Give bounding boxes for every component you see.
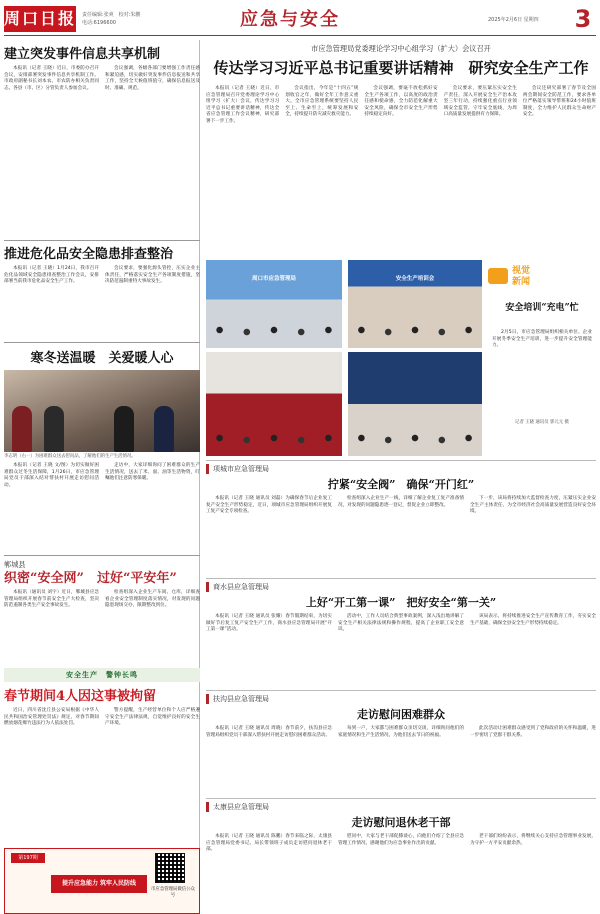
photo-control-center <box>348 352 482 456</box>
body-text: 每到一户，大家都与困难群众亲切交谈，详细询问他们的家庭情况和生产生活情况，为他们送去节日的祝福。 <box>338 726 464 738</box>
county-kicker: 郸城县 <box>4 560 26 569</box>
right-column <box>206 40 596 879</box>
phone-line: 电话:6196600 <box>82 20 116 26</box>
headline: 织密“安全网” 过好“平安年” <box>4 571 177 586</box>
issue-date: 2025年2月6日 星期四 <box>488 17 539 23</box>
headline: 春节期间4人因这事被拘留 <box>4 689 157 704</box>
body-text: 本报讯（记者 王晓 通讯员 周晓）春节前夕，扶沟县应急管理局组织党员干部深入帮扶村开展走访慰问困难群众活动。 <box>206 726 332 738</box>
article-body <box>206 726 596 792</box>
body-text: 近日，四川省沈丘县公安局根据《中华人民共和国治安管理处罚法》规定，对春节期间燃放烟花爆竹违法行为人依法处罚。 <box>4 708 99 727</box>
qr-code-icon[interactable] <box>155 853 185 883</box>
article-hazard-check <box>4 246 200 338</box>
photo-caption: 李志明（右一）为困难群众送去慰问品，了解他们的生产生活情况。 <box>4 454 136 459</box>
article-info-sharing <box>4 46 200 160</box>
issue-badge: 第197期 <box>11 853 45 863</box>
audience-figures <box>348 324 482 344</box>
video-headline: 安全培训“充电”忙 <box>505 303 579 313</box>
photo-training-room: 安全生产培训会 <box>348 260 482 348</box>
body-text: 检查组深入企业生产车间、仓库，详细查看企业安全管理制度落实情况，对发现的问题隐患现场交办，限期整改到位。 <box>105 590 200 609</box>
body-text: 本报讯（通讯员 刘宇）近日，郸城县应急管理局组织开展春节前安全生产大检查，坚决防范遏制各类生产安全事故发生。 <box>4 590 99 609</box>
headline: 上好“开工第一课” 把好安全“第一关” <box>305 596 497 609</box>
divider <box>4 240 200 241</box>
person-figure <box>154 406 174 452</box>
lead-body <box>206 86 596 256</box>
visual-news-tag: 视觉 新闻 <box>488 264 586 298</box>
body-text: 会议强调，要毫不放松抓好安全生产各项工作，以高度的政治责任感和使命感，全力防范化解重大安全风险，确保全市安全生产形势持续稳定向好。 <box>364 86 438 118</box>
body-text: 会议要求，要强化源头管控，压实企业主体责任，严格落实安全生产各项制度措施，坚决防范遏制重特大事故发生。 <box>105 266 200 285</box>
divider <box>4 342 200 343</box>
unit-label: 项城市应急管理局 <box>206 464 269 474</box>
photo-credit: 记者 王晓 通讯员 郭元元 摄 <box>515 420 569 425</box>
article-body <box>206 496 596 572</box>
headline: 走访慰问退休老干部 <box>351 816 451 829</box>
newspaper-logo: 周口日报 <box>4 6 76 32</box>
person-figure <box>44 406 64 452</box>
body-text: 本报讯（记者 王晓）1月24日，我市召开危化品领域安全隐患排查整治工作会议，安排部署当前我市危化品安全生产工作。 <box>4 266 99 285</box>
body-text: 检查组深入企业生产一线，详细了解企业复工复产准备情况，对发现的问题隐患逐一登记，督促企业立即整改。 <box>338 496 464 508</box>
body-text: 该局表示，将持续推进安全生产宣传教育工作，夯实安全生产基础，确保全县安全生产形势持续稳定。 <box>470 614 596 626</box>
body-text: 此次活动让困难群众感受到了党和政府的关怀和温暖，进一步密切了党群干群关系。 <box>470 726 596 738</box>
unit-label: 太康县应急管理局 <box>206 802 269 812</box>
headline: 走访慰问困难群众 <box>357 708 445 721</box>
photo-meeting-hall: 周口市应急管理局 <box>206 260 342 348</box>
page-number: 3 <box>574 5 592 33</box>
photo-visit <box>4 370 200 452</box>
article-body <box>206 614 596 684</box>
body-text: 走访中，大家详细询问了困难群众的生产生活情况，送去了米、面、油等生活物资，叮嘱他们注意防寒保暖。 <box>105 463 200 482</box>
lead-kicker: 市应急管理局党委理论学习中心组学习（扩大）会议召开 <box>311 44 491 53</box>
body-text: 会议指出，今年是“十四五”规划收官之年，做好全年工作意义重大。全市应急管理系统要坚持人民至上、生命至上，统筹发展和安全，持续提升防灾减灾救灾能力。 <box>285 86 359 118</box>
body-text: 本报讯（记者 王晓 通讯员 张耀）春节假期结束，为切实做好节后复工复产安全生产工作，商水县应急管理局开展“开工第一课”活动。 <box>206 614 332 633</box>
body-text: 本报讯（记者 王晓）近日，市应急管理局召开党委理论学习中心组学习（扩大）会议，传达学习习近平总书记重要讲话精神，传达全省应急管理工作会议精神，研究部署下一步工作。 <box>206 86 280 124</box>
divider <box>206 460 596 461</box>
lead-headline: 传达学习习近平总书记重要讲话精神 研究安全生产工作 <box>213 59 589 77</box>
divider <box>4 555 200 556</box>
promo-slogan: 提升应急能力 筑牢人民防线 <box>51 875 147 893</box>
photo-auditorium <box>206 352 342 456</box>
article-body <box>206 834 596 878</box>
section-title: 应急与安全 <box>240 9 340 30</box>
person-figure <box>114 406 134 452</box>
divider <box>206 690 596 691</box>
safety-banner: 安全生产 警钟长鸣 <box>4 668 200 682</box>
body-text: 本报讯（记者 王晓 通讯员 陈鹏）春节来临之际，太康县应急管理局党委书记、局长带领班子成员走访慰问退休老干部。 <box>206 834 332 853</box>
article-dancheng <box>4 560 200 662</box>
person-figure <box>12 406 32 452</box>
qr-label: 市应急管理局微信公众号 <box>151 887 195 898</box>
headline: 建立突发事件信息共享机制 <box>4 47 161 62</box>
body-text: 下一步，该局将持续加大监督检查力度，压紧压实企业安全生产主体责任，为全市经济社会高质量发展营造良好安全环境。 <box>470 496 596 515</box>
body-text: 本报讯（记者 王晓 通讯员 刘磊）为确保春节后企业复工复产安全生产形势稳定，近日，项城市应急管理局组织开展复工复产安全专项检查。 <box>206 496 332 515</box>
left-column <box>4 40 200 898</box>
body-text: 本报讯（记者 王晓 文/图）为切实做好困难群众过冬生活保障，1月26日，市应急管理局党员干部深入结对帮扶村开展走访慰问活动。 <box>4 463 99 488</box>
promo-box <box>4 848 200 914</box>
unit-label: 扶沟县应急管理局 <box>206 694 269 704</box>
body-text: 老干部们纷纷表示，将继续关心支持应急管理事业发展，为守护一方平安贡献余热。 <box>470 834 596 846</box>
body-text: 本报讯（记者 王晓）近日，市委防办召开会议，安排部署突发事件信息共享机制工作。市政府副秘书长刘本农、市农防办相关负责同志，各县（市、区）分管负责人参加会议。 <box>4 66 99 91</box>
headline: 寒冬送温暖 关爱暖人心 <box>30 351 174 366</box>
audience-figures <box>206 432 342 452</box>
body-text: 会议还研究部署了春节及全国两会期间安全防范工作，要求各单位严格落实领导带班和24小时值班制度，全力维护人民群众生命财产安全。 <box>522 86 597 118</box>
audience-figures <box>348 432 482 452</box>
body-text: 慰问中，大家与老干部促膝谈心，向他们介绍了全县应急管理工作情况，感谢他们为应急事业作出的贡献。 <box>338 834 464 846</box>
body-text: 会议强调，各级各部门要增强工作责任感和紧迫感，切实做好突发事件信息报送和共享工作，坚持全天候值班值守，确保信息报送及时、准确、规范。 <box>105 66 200 91</box>
editor-line: 责任编辑:张爽 校对:朱鹏 <box>82 12 141 18</box>
headline: 推进危化品安全隐患排查整治 <box>4 247 174 262</box>
article-winter-warmth <box>4 350 200 533</box>
video-camera-icon <box>488 268 508 284</box>
video-body: 2月5日，市应急管理局组织相关单位、企业开展冬季安全生产培训，进一步提升安全管理能力。 <box>492 330 592 349</box>
audience-figures <box>206 324 342 344</box>
body-text: 活动中，工作人员结合典型事故案例，深入浅出地讲解了安全生产相关法律法规和操作规程，提高了企业职工安全意识。 <box>338 614 464 633</box>
divider <box>206 798 596 799</box>
headline: 拧紧“安全阀” 确保“开门红” <box>327 478 475 491</box>
masthead <box>4 4 596 36</box>
article-fireworks <box>4 688 200 840</box>
body-text: 警方提醒，生产经营单位和个人应严格遵守安全生产法律法规，自觉维护良好的安全生产环境。 <box>105 708 200 727</box>
unit-label: 商水县应急管理局 <box>206 582 269 592</box>
body-text: 会议要求，要压紧压实安全生产责任，深入开展安全生产治本攻坚三年行动，持续强化重点行业领域安全监管，守牢安全底线，为周口高质量发展提供有力保障。 <box>443 86 517 118</box>
divider <box>206 578 596 579</box>
